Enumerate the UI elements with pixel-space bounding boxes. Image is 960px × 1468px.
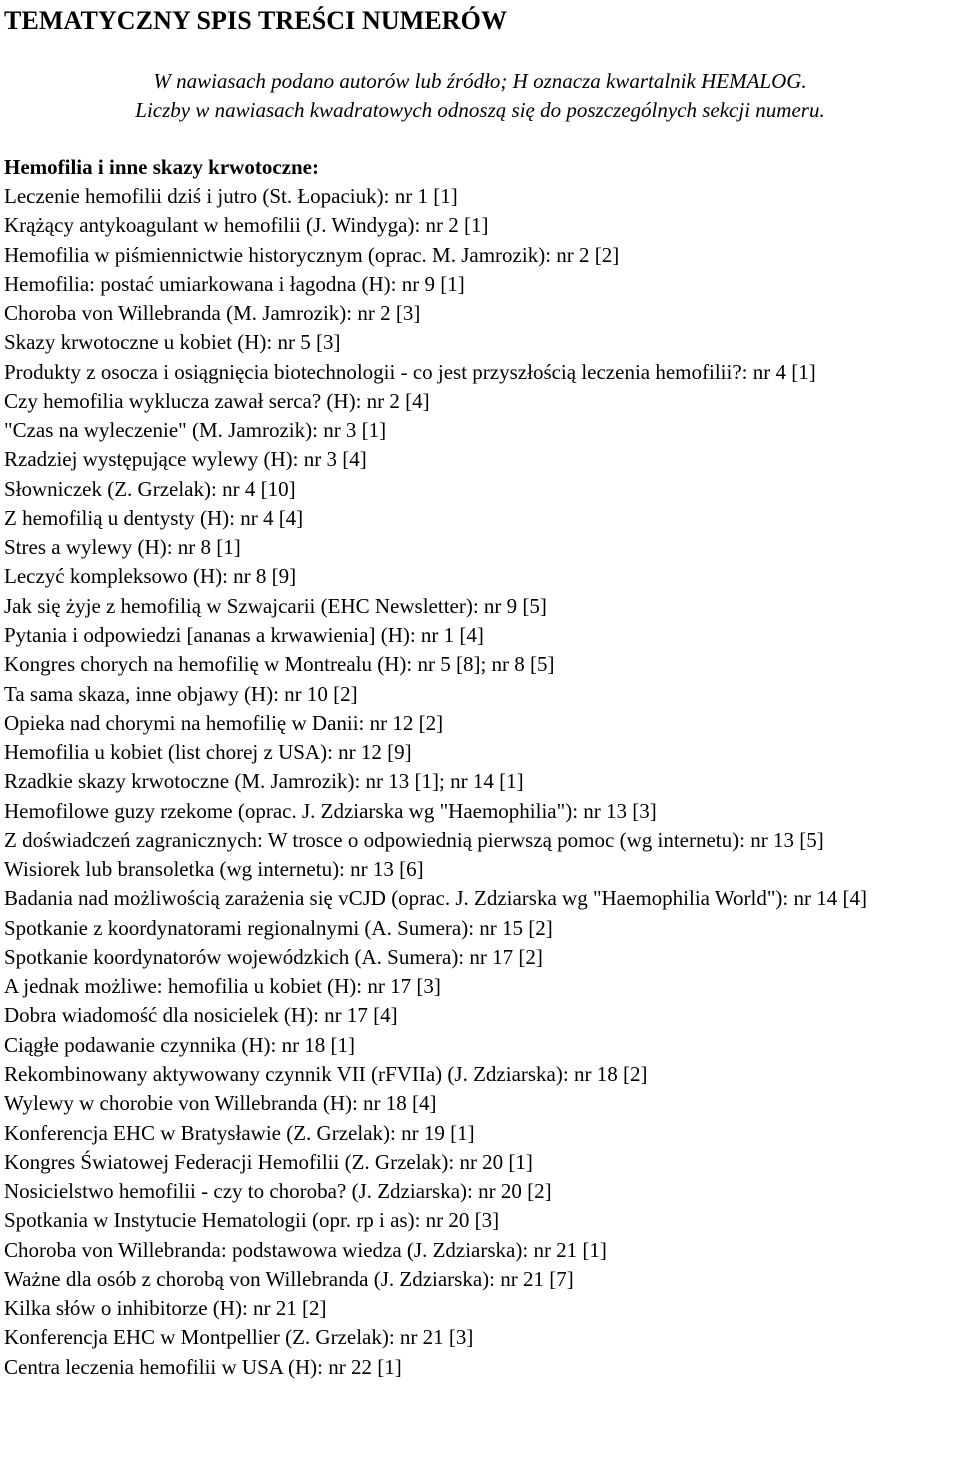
list-item: Słowniczek (Z. Grzelak): nr 4 [10] — [4, 476, 296, 501]
list-item: Dobra wiadomość dla nosicielek (H): nr 17 [4] — [4, 1003, 398, 1028]
list-item: Wisiorek lub bransoletka (wg internetu): nr 13 [6] — [4, 857, 424, 882]
list-item: Hemofilia: postać umiarkowana i łagodna (H): nr 9 [1] — [4, 271, 465, 296]
subtitle-line: Liczby w nawiasach kwadratowych odnoszą się do poszczególnych sekcji numeru. — [135, 98, 825, 122]
list-item: Pytania i odpowiedzi [ananas a krwawienia] (H): nr 1 [4] — [4, 622, 484, 647]
list-item: Konferencja EHC w Montpellier (Z. Grzelak): nr 21 [3] — [4, 1325, 474, 1350]
list-item: Centra leczenia hemofilii w USA (H): nr 22 [1] — [4, 1354, 402, 1379]
list-item: Choroba von Willebranda (M. Jamrozik): nr 2 [3] — [4, 301, 421, 326]
list-item: Konferencja EHC w Bratysławie (Z. Grzelak): nr 19 [1] — [4, 1120, 475, 1145]
entry-list — [4, 182, 958, 1382]
list-item: Produkty z osocza i osiągnięcia biotechnologii - co jest przyszłością leczenia hemofilii?: nr 4 [1] — [4, 359, 816, 384]
list-item: Z hemofilią u dentysty (H): nr 4 [4] — [4, 505, 304, 530]
list-item: Choroba von Willebranda: podstawowa wiedza (J. Zdziarska): nr 21 [1] — [4, 1237, 607, 1262]
list-item: Rzadkie skazy krwotoczne (M. Jamrozik): nr 13 [1]; nr 14 [1] — [4, 769, 524, 794]
list-item: Nosicielstwo hemofilii - czy to choroba? (J. Zdziarska): nr 20 [2] — [4, 1179, 552, 1204]
list-item: Spotkanie koordynatorów wojewódzkich (A. Sumera): nr 17 [2] — [4, 944, 543, 969]
list-item: A jednak możliwe: hemofilia u kobiet (H): nr 17 [3] — [4, 974, 441, 999]
list-item: Wylewy w chorobie von Willebranda (H): nr 18 [4] — [4, 1091, 437, 1116]
list-item: Hemofilowe guzy rzekome (oprac. J. Zdziarska wg "Haemophilia"): nr 13 [3] — [4, 798, 657, 823]
list-item: Ta sama skaza, inne objawy (H): nr 10 [2] — [4, 681, 358, 706]
list-item: Leczyć kompleksowo (H): nr 8 [9] — [4, 564, 297, 589]
list-item: Ciągłe podawanie czynnika (H): nr 18 [1] — [4, 1032, 356, 1057]
list-item: Rzadziej występujące wylewy (H): nr 3 [4] — [4, 447, 367, 472]
list-item: Kongres Światowej Federacji Hemofilii (Z. Grzelak): nr 20 [1] — [4, 1149, 533, 1174]
list-item: Spotkania w Instytucie Hematologii (opr. rp i as): nr 20 [3] — [4, 1208, 500, 1233]
list-item: Hemofilia u kobiet (list chorej z USA): nr 12 [9] — [4, 740, 412, 765]
list-item: Badania nad możliwością zarażenia się vCJD (oprac. J. Zdziarska wg "Haemophilia World"): nr 14 [4] — [4, 886, 867, 911]
list-item: Skazy krwotoczne u kobiet (H): nr 5 [3] — [4, 330, 341, 355]
list-item: Hemofilia w piśmiennictwie historycznym (oprac. M. Jamrozik): nr 2 [2] — [4, 242, 620, 267]
list-item: Kilka słów o inhibitorze (H): nr 21 [2] — [4, 1296, 327, 1321]
subtitle-line: W nawiasach podano autorów lub źródło; H oznacza kwartalnik HEMALOG. — [153, 69, 807, 93]
list-item: Stres a wylewy (H): nr 8 [1] — [4, 535, 241, 560]
list-item: Z doświadczeń zagranicznych: W trosce o odpowiednią pierwszą pomoc (wg internetu): nr 13 [5] — [4, 827, 824, 852]
list-item: Opieka nad chorymi na hemofilię w Danii: nr 12 [2] — [4, 710, 444, 735]
page-title: TEMATYCZNY SPIS TREŚCI NUMERÓW — [4, 6, 508, 35]
list-item: Ważne dla osób z chorobą von Willebranda (J. Zdziarska): nr 21 [7] — [4, 1266, 574, 1291]
list-item: Rekombinowany aktywowany czynnik VII (rFVIIa) (J. Zdziarska): nr 18 [2] — [4, 1061, 648, 1086]
section-heading: Hemofilia i inne skazy krwotoczne: — [4, 155, 319, 179]
list-item: Czy hemofilia wyklucza zawał serca? (H): nr 2 [4] — [4, 388, 430, 413]
list-item: Kongres chorych na hemofilię w Montrealu (H): nr 5 [8]; nr 8 [5] — [4, 652, 555, 677]
list-item: Jak się żyje z hemofilią w Szwajcarii (EHC Newsletter): nr 9 [5] — [4, 593, 547, 618]
list-item: Leczenie hemofilii dziś i jutro (St. Łopaciuk): nr 1 [1] — [4, 184, 458, 208]
list-item: Krążący antykoagulant w hemofilii (J. Windyga): nr 2 [1] — [4, 213, 489, 238]
list-item: Spotkanie z koordynatorami regionalnymi (A. Sumera): nr 15 [2] — [4, 915, 553, 940]
list-item: "Czas na wyleczenie" (M. Jamrozik): nr 3 [1] — [4, 418, 387, 443]
